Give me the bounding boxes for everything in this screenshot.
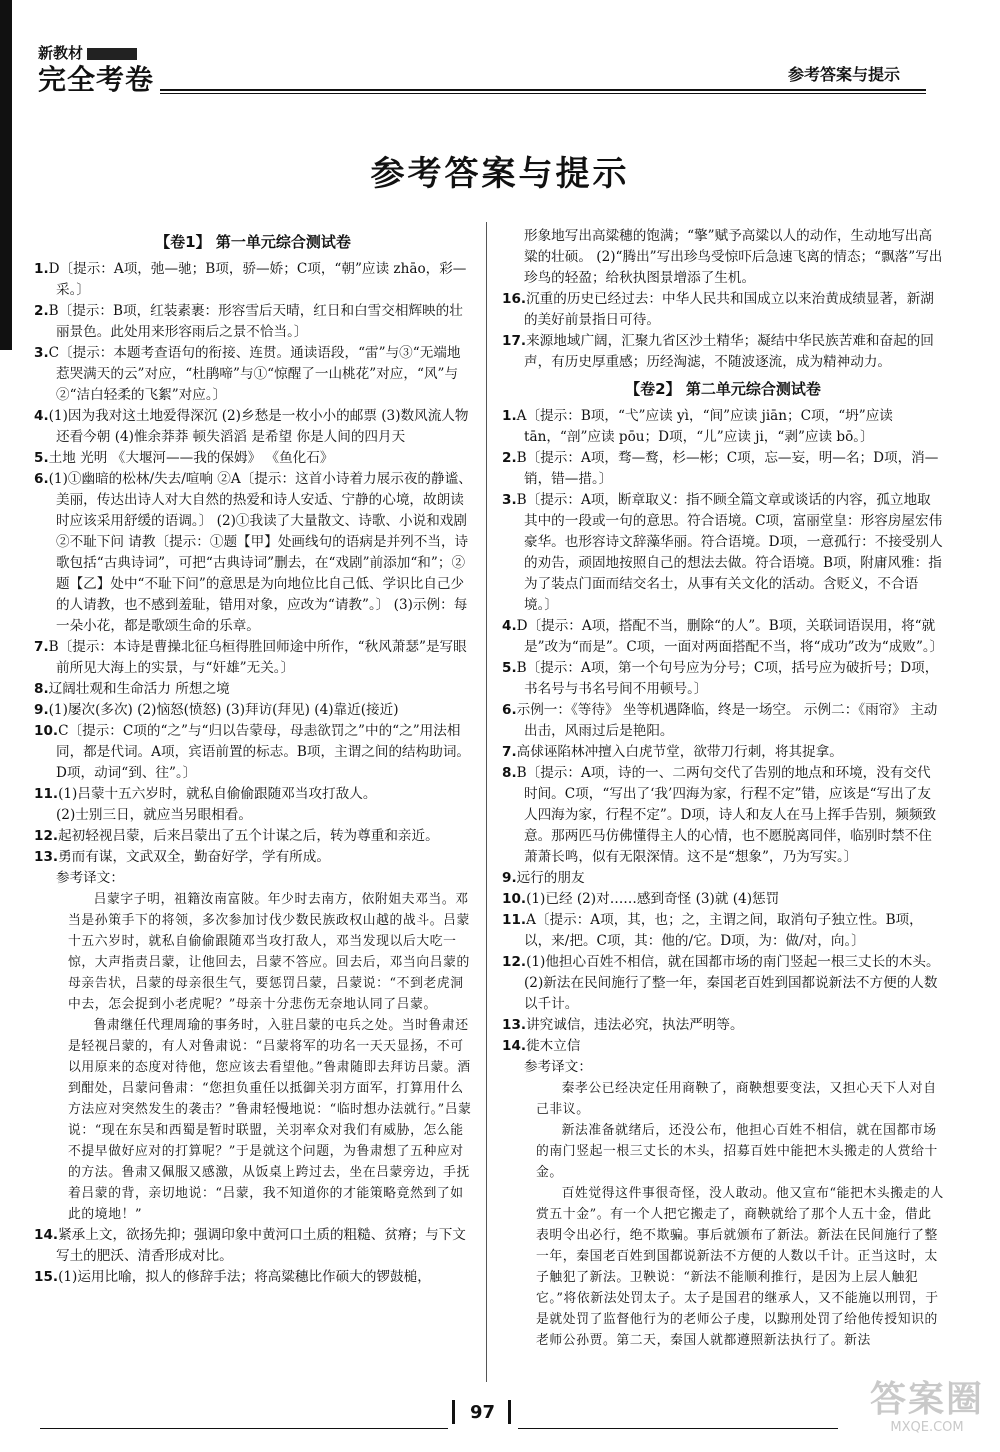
answer-item	[34, 805, 472, 826]
answer-text: B〔提示：A项，骛—鹜，杉—彬；C项，忘—妄，明—名；D项，消—销，错—措。〕	[516, 450, 939, 487]
page-number: 97	[470, 1402, 496, 1423]
section-heading-paper1: 【卷1】 第一单元综合测试卷	[155, 233, 351, 251]
answer-text: 紧承上文，欲扬先抑；强调印象中黄河口土质的粗糙、贫瘠；与下文写土的肥沃、清香形成对比。	[56, 1227, 466, 1264]
answer-text: 土地 光明 《大堰河——我的保姆》 《鱼化石》	[48, 450, 334, 466]
answer-text: B〔提示：B项，红装素裹：形容雪后天晴，红日和白雪交相辉映的壮丽景色。此处用来形容雨后之景不恰当。〕	[48, 303, 463, 340]
answer-item	[34, 406, 472, 448]
page-title: 参考答案与提示	[370, 154, 630, 194]
translation-paragraph: 秦孝公已经决定任用商鞅了，商鞅想要变法，又担心天下人对自己非议。	[536, 1081, 937, 1117]
answer-item	[502, 868, 944, 889]
answer-text: 讲究诚信，违法必究，执法严明等。	[526, 1017, 744, 1033]
answer-text: A〔提示：B项，“弋”应读 yì，“间”应读 jiān；C项，“坍”应读 tān，“剖”应读 pōu；D项，“儿”应读 ji，“剥”应读 bō。〕	[516, 408, 893, 445]
answer-number: 3.	[34, 345, 49, 361]
page-number-bar-right	[508, 1400, 511, 1424]
answer-text: B〔提示：本诗是曹操北征乌桓得胜回师途中所作，“秋风萧瑟”是写眼前所见大海上的实景，与“奸雄”无关。〕	[48, 639, 467, 676]
answer-item	[34, 469, 472, 637]
translation-paragraph: 吕蒙字子明，祖籍汝南富陂。年少时去南方，依附姐夫邓当。邓当是孙策手下的将领，多次参加讨伐少数民族政权山越的战斗。吕蒙十五六岁时，就私自偷偷跟随邓当攻打敌人，邓当发现以后大吃一惊，大声指责吕蒙，让他回去，吕蒙不答应。回去后，邓当向吕蒙的母亲告状，吕蒙的母亲很生气，要惩罚吕蒙，吕蒙说：“不到老虎洞中去，怎会捉到小老虎呢？”母亲十分悲伤无奈地认同了吕蒙。	[68, 892, 470, 1012]
answer-text: B〔提示：A项，诗的一、二两句交代了告别的地点和环境，没有交代时间。C项，“写出了‘我’四海为家，行程不定”错，应该是“写出了友人四海为家，行程不定”。D项，诗人和友人在马上挥手告别，频频致意。那两匹马仿佛懂得主人的心情，也不愿脱离同伴，临别时禁不住萧萧长鸣，似有无限深情。这不是“想象”，乃为写实。〕	[516, 765, 937, 865]
translation-paragraph: 新法准备就绪后，还没公布，他担心百姓不相信，就在国都市场的南门竖起一根三丈长的木头，招募百姓中能把木头搬走的人赏给十金。	[536, 1123, 938, 1180]
answer-text: 徙木立信	[526, 1038, 581, 1054]
answer-number: 11.	[34, 786, 59, 802]
answer-number: 10.	[502, 891, 527, 907]
answer-number: 5.	[34, 450, 49, 466]
answer-number: 14.	[34, 1227, 59, 1243]
answer-list-paper2	[502, 406, 944, 1057]
answer-item	[34, 1267, 472, 1288]
answer-item	[502, 448, 944, 490]
answer-number: 11.	[502, 912, 527, 928]
answer-list-paper1-end	[502, 289, 944, 373]
answer-item	[502, 331, 944, 373]
answer-text: 来源地域广阔，汇聚九省区沙土精华；凝结中华民族苦难和奋起的回声，有历史厚重感；历经淘滤，不随波逐流，成为精神动力。	[524, 333, 934, 370]
answer-item	[502, 616, 944, 658]
watermark-url: MXQE.COM	[890, 1420, 964, 1435]
answer-item	[34, 784, 472, 805]
right-column	[502, 226, 944, 1351]
answer-item	[34, 259, 472, 301]
answer-number: 16.	[502, 291, 527, 307]
answer-number: 12.	[502, 954, 527, 970]
translation-block	[502, 1078, 944, 1351]
answer-number: 17.	[502, 333, 527, 349]
answer-text: B〔提示：A项，第一个句号应为分号；C项，括号应为破折号；D项，书名号与书名号间不用顿号。〕	[516, 660, 939, 697]
watermark-logo-text: 答案圈	[869, 1379, 984, 1420]
answer-number: 1.	[34, 261, 49, 277]
answer-number: 6.	[34, 471, 49, 487]
footer-rule-right	[518, 1428, 838, 1429]
header-rule	[160, 89, 926, 91]
answer-number: 6.	[502, 702, 517, 718]
answer-item	[34, 721, 472, 784]
answer-text: 示例一：《等待》 坐等机遇降临，终是一场空。 示例二：《雨帘》 主动出击，风雨过后是艳阳。	[516, 702, 938, 739]
answer-number: 9.	[502, 870, 517, 886]
brand-main-text: 完全考卷	[38, 63, 155, 96]
answer-item	[34, 301, 472, 343]
answer-text: (1)运用比喻，拟人的修辞手法；将高粱穗比作硕大的锣鼓槌，	[58, 1269, 431, 1285]
answer-number: 4.	[34, 408, 49, 424]
answer-item	[34, 826, 472, 847]
answer-text: 起初轻视吕蒙，后来吕蒙出了五个计谋之后，转为尊重和亲近。	[58, 828, 439, 844]
footer-rule-left	[40, 1428, 448, 1429]
answer-number: 8.	[34, 681, 49, 697]
answer-number: 15.	[34, 1269, 59, 1285]
answer-number: 4.	[502, 618, 517, 634]
answer-item	[502, 742, 944, 763]
continued-answer: 形象地写出高粱穗的饱满；“擎”赋予高粱以人的动作，生动地写出高粱的壮硕。 (2)“腾出”写出珍鸟受惊吓后急速飞离的情态；“飘落”写出珍鸟的轻盈；给秋执图景增添了生机。	[524, 228, 943, 286]
answer-text: D〔提示：A项，弛—驰；B项，骄—娇；C项，“朝”应读 zhāo，彩—采。〕	[48, 261, 467, 298]
answer-item	[502, 658, 944, 700]
answer-item	[502, 1015, 944, 1036]
brand-block	[87, 48, 137, 60]
translation-paragraph: 鲁肃继任代理周瑜的事务时，入驻吕蒙的屯兵之处。当时鲁肃还是轻视吕蒙的，有人对鲁肃说：“吕蒙将军的功名一天天显扬，不可以用原来的态度对待他，您应该去看望他。”鲁肃随即去拜访吕蒙。酒到酣处，吕蒙问鲁肃：“您担负重任以抵御关羽方面军，打算用什么方法应对突然发生的袭击？”鲁肃轻慢地说：“临时想办法就行。”吕蒙说：“现在东吴和西蜀是暂时联盟，关羽率众对我们有威胁，怎么能不提早做好应对的打算呢？”于是就这个问题，为鲁肃想了五种应对的方法。鲁肃又佩服又感激，从饭桌上跨过去，坐在吕蒙旁边，手抚着吕蒙的背，亲切地说：“吕蒙，我不知道你的才能策略竟然到了如此的境地！”	[68, 1018, 472, 1222]
header-section-label: 参考答案与提示	[787, 65, 900, 84]
header-rule-thin	[160, 93, 926, 94]
brand-top-text: 新教材	[38, 44, 84, 62]
answer-number: 2.	[34, 303, 49, 319]
answer-text: (2)士别三日，就应当另眼相看。	[56, 807, 252, 823]
answer-item	[502, 1036, 944, 1057]
answer-text: D〔提示：A项，搭配不当，删除“的人”。B项，关联词语误用，将“就是”改为“而是”。C项，一面对两面搭配不当，将“成功”改为“成败”。〕	[516, 618, 944, 655]
answer-item	[502, 406, 944, 448]
answer-number: 13.	[34, 849, 59, 865]
answer-text: (1)已经 (2)对……感到奇怪 (3)就 (4)惩罚	[526, 891, 780, 907]
answer-number: 9.	[34, 702, 49, 718]
answer-text: (1)吕蒙十五六岁时，就私自偷偷跟随邓当攻打敌人。	[58, 786, 377, 802]
answer-item	[34, 343, 472, 406]
translation-paragraph: 百姓觉得这件事很奇怪，没人敢动。他又宣布“能把木头搬走的人赏五十金”。有一个人把它搬走了，商鞅就给了那个人五十金，借此表明令出必行，绝不欺骗。事后就颁布了新法。新法在民间施行了整一年，秦国老百姓到国都说新法不方便的人数以千计。正当这时，太子触犯了新法。卫鞅说：“新法不能顺利推行，是因为上层人触犯它。”将依新法处罚太子。太子是国君的继承人，又不能施以刑罚，于是就处罚了监督他行为的老师公子虔，以黥刑处罚了给他传授知识的老师公孙贾。第二天，秦国人就都遵照新法执行了。新法	[536, 1186, 944, 1348]
answer-number: 10.	[34, 723, 59, 739]
left-column	[34, 226, 472, 1288]
answer-item	[502, 910, 944, 952]
answer-text: A〔提示：A项，其，也；之，主谓之间，取消句子独立性。B项，以，来/把。C项，其：他的/它。D项，为：做/对，向。〕	[524, 912, 923, 949]
answer-number: 8.	[502, 765, 517, 781]
page-number-bar-left	[452, 1400, 455, 1424]
answer-item	[34, 847, 472, 868]
brand-logo	[38, 42, 154, 97]
answer-list-paper1-cont	[34, 1225, 472, 1288]
answer-text: 远行的朋友	[516, 870, 585, 886]
watermark	[870, 1380, 984, 1436]
answer-number: 13.	[502, 1017, 527, 1033]
ref-label: 参考译文：	[56, 870, 124, 886]
answer-item	[34, 1225, 472, 1267]
translation-block	[34, 889, 472, 1225]
answer-item	[502, 289, 944, 331]
answer-number: 3.	[502, 492, 517, 508]
answer-text: (1)屡次(多次) (2)恼怒(愤怒) (3)拜访(拜见) (4)靠近(接近)	[48, 702, 399, 718]
answer-text: 勇而有谋，文武双全，勤奋好学，学有所成。	[58, 849, 330, 865]
answer-item	[502, 763, 944, 868]
answer-item	[34, 448, 472, 469]
answer-item	[502, 889, 944, 910]
answer-number: 14.	[502, 1038, 527, 1054]
answer-number: 12.	[34, 828, 59, 844]
answer-text: C〔提示：本题考查语句的衔接、连贯。通读语段，“雷”与③“无端地惹哭满天的云”对应，“杜鹃啼”与①“惊醒了一山桃花”对应，“风”与②“洁白轻柔的飞絮”对应。〕	[48, 345, 461, 403]
section-heading-paper2: 【卷2】 第二单元综合测试卷	[625, 380, 821, 398]
answer-item	[502, 700, 944, 742]
answer-text: (1)他担心百姓不相信，就在国都市场的南门竖起一根三丈长的木头。 (2)新法在民间施行了整一年，秦国老百姓到国都说新法不方便的人数以千计。	[524, 954, 940, 1012]
answer-number: 1.	[502, 408, 517, 424]
ref-label: 参考译文：	[524, 1059, 592, 1075]
answer-number: 5.	[502, 660, 517, 676]
answer-number: 7.	[34, 639, 49, 655]
answer-text: (1)因为我对这土地爱得深沉 (2)乡愁是一枚小小的邮票 (3)数风流人物 还看今朝 (4)惟余莽莽 顿失滔滔 是希望 你是人间的四月天	[48, 408, 469, 445]
column-divider	[486, 222, 487, 1382]
answer-item	[502, 490, 944, 616]
answer-text: 高俅诬陷林冲擅入白虎节堂，欲带刀行刺，将其捉拿。	[516, 744, 843, 760]
answer-text: B〔提示：A项，断章取义：指不顾全篇文章或谈话的内容，孤立地取其中的一段或一句的意思。符合语境。C项，富丽堂皇：形容房屋宏伟豪华。也形容诗文辞藻华丽。符合语境。D项，一意孤行：不接受别人的劝告，顽固地按照自己的想法去做。符合语境。B项，附庸风雅：指为了装点门面而结交名士，从事有关文化的活动。含贬义，不合语境。〕	[516, 492, 943, 613]
answer-item	[34, 679, 472, 700]
answer-list-paper1	[34, 259, 472, 868]
answer-item	[34, 637, 472, 679]
answer-text: 沉重的历史已经过去：中华人民共和国成立以来治黄成绩显著，新湖的美好前景指日可待。	[524, 291, 934, 328]
answer-item	[34, 700, 472, 721]
answer-text: (1)①幽暗的松林/失去/喧响 ②A〔提示：这首小诗着力展示夜的静谧、美丽，传达出诗人对大自然的热爱和诗人安适、宁静的心境，故朗读时应该采用舒缓的语调。〕 (2)①我读了大量散文、诗歌、小说和戏剧 ②不耻下问 请教〔提示：①题【甲】处画线句的语病是并列不当，诗歌包括“古典诗词”，可把“古典诗词”删去，在“戏剧”前添加“和”；②题【乙】处中“不耻下问”的意思是为向地位比自己低、学识比自己少的人请教，也不感到羞耻，错用对象，应改为“请教”。〕 (3)示例：每一朵小花，都是歌颂生命的乐章。	[48, 471, 472, 634]
answer-number: 7.	[502, 744, 517, 760]
answer-item	[502, 952, 944, 1015]
answer-text: 辽阔壮观和生命活力 所想之境	[48, 681, 230, 697]
answer-number: 2.	[502, 450, 517, 466]
answer-text: C〔提示：C项的“之”与“归以告蒙母，母恚欲罚之”中的“之”用法相同，都是代词。A项，宾语前置的标志。B项，主谓之间的结构助词。D项，动词“到、往”。〕	[56, 723, 471, 781]
